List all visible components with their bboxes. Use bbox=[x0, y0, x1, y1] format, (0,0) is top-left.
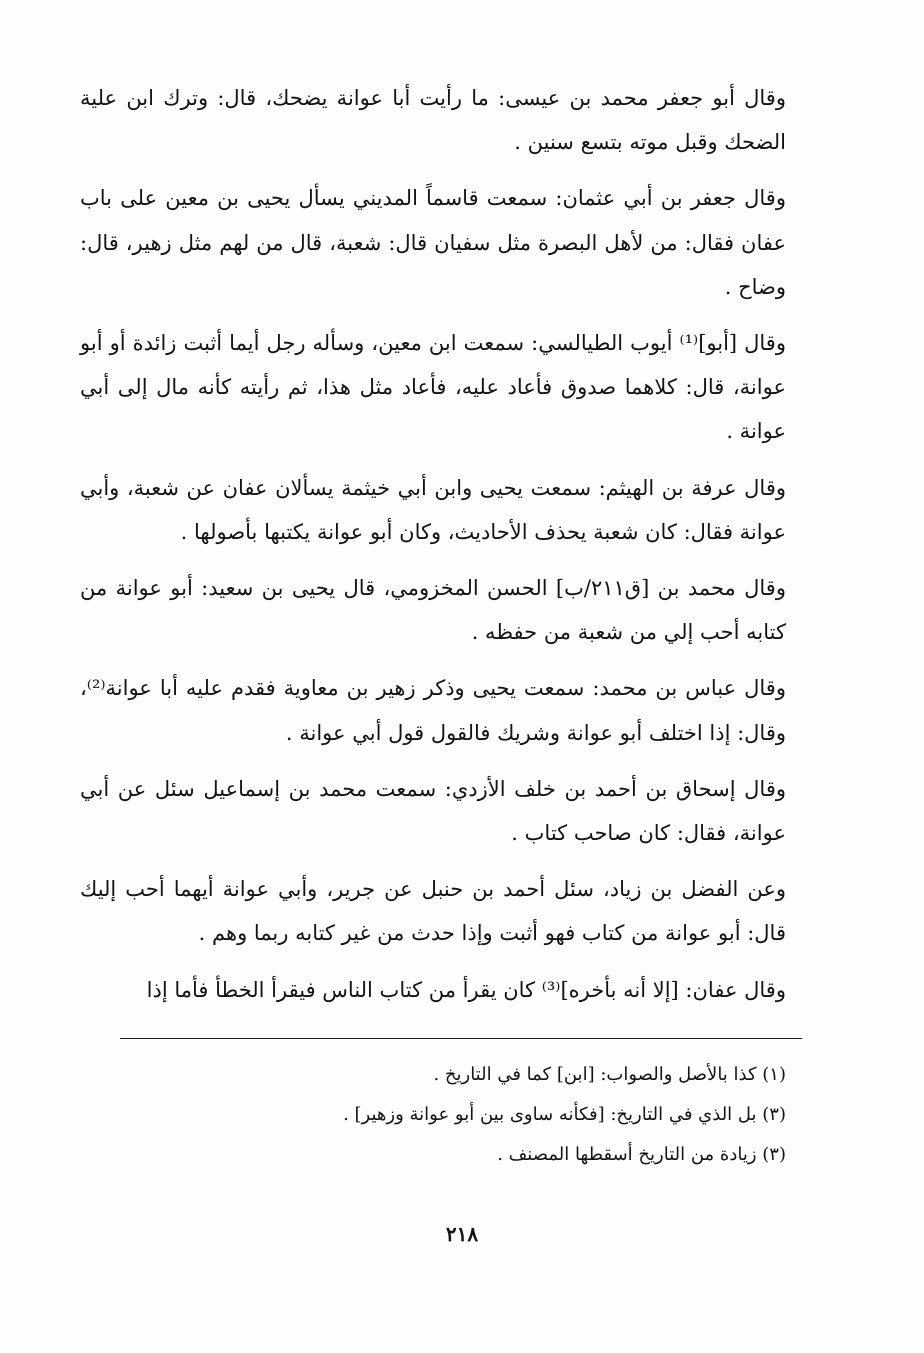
paragraph: وقال محمد بن [ق٢١١/ب] الحسن المخزومي، قال يحيى بن سعيد: أبو عوانة من كتابه أحب إلي من شعبة من حفظه . bbox=[80, 576, 786, 645]
main-text bbox=[80, 76, 786, 1012]
footnote-divider bbox=[120, 1038, 802, 1039]
footnotes bbox=[140, 1055, 786, 1175]
page-number: ٢١٨ bbox=[445, 1222, 479, 1246]
paragraph: وقال عباس بن محمد: سمعت يحيى وذكر زهير بن معاوية فقدم عليه أبا عوانة⁽²⁾، وقال: إذا اختلف أبو عوانة وشريك فالقول قول أبي عوانة . bbox=[80, 676, 786, 745]
paragraph: وقال إسحاق بن أحمد بن خلف الأزدي: سمعت محمد بن إسماعيل سئل عن أبي عوانة، فقال: كان صاحب كتاب . bbox=[80, 776, 786, 846]
footnote: (٣) بل الذي في التاريخ: [فكأنه ساوى بين أبو عوانة وزهير] . bbox=[343, 1104, 786, 1125]
footnote: (١) كذا بالأصل والصواب: [ابن] كما في التاريخ . bbox=[433, 1064, 786, 1085]
paragraph: وعن الفضل بن زياد، سئل أحمد بن حنبل عن جرير، وأبي عوانة أيهما أحب إليك قال: أبو عوانة من كتاب فهو أثبت وإذا حدث من غير كتابه ربما وهم . bbox=[80, 877, 786, 946]
paragraph: وقال [أبو]⁽¹⁾ أيوب الطيالسي: سمعت ابن معين، وسأله رجل أيما أثبت زائدة أو أبو عوانة، قال: كلاهما صدوق فأعاد عليه، فأعاد مثل هذا، ثم رأيته كأنه مال إلى أبي عوانة . bbox=[80, 331, 786, 444]
footnote: (٣) زيادة من التاريخ أسقطها المصنف . bbox=[497, 1144, 786, 1165]
paragraph: وقال جعفر بن أبي عثمان: سمعت قاسماً المديني يسأل يحيى بن معين على باب عفان فقال: من لأهل البصرة مثل سفيان قال: شعبة، قال من لهم مثل زهير، قال: وضاح . bbox=[80, 186, 786, 299]
paragraph: وقال أبو جعفر محمد بن عيسى: ما رأيت أبا عوانة يضحك، قال: وترك ابن علية الضحك وقبل موته بتسع سنين . bbox=[80, 86, 786, 155]
paragraph: وقال عفان: [إلا أنه بأخره]⁽³⁾ كان يقرأ من كتاب الناس فيقرأ الخطأ فأما إذا bbox=[146, 977, 786, 1002]
paragraph: وقال عرفة بن الهيثم: سمعت يحيى وابن أبي خيثمة يسألان عفان عن شعبة، وأبي عوانة فقال: كان شعبة يحذف الأحاديث، وكان أبو عوانة يكتبها بأصولها . bbox=[80, 475, 786, 544]
